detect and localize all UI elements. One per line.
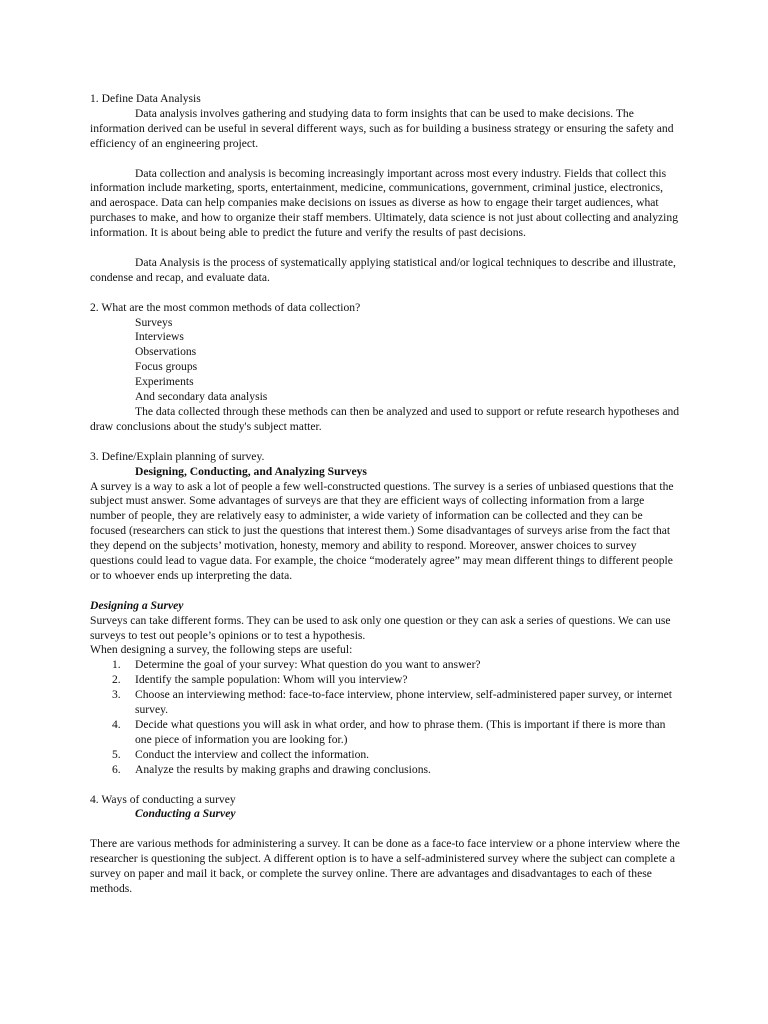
step-number: 5. [112, 747, 121, 761]
step-number: 1. [112, 658, 121, 672]
section-3-paragraph-2: Surveys can take different forms. They can be used to ask only one question or they can ask a series of questions. We can use surveys to test out people’s opinions or to test a hypothesis. [90, 613, 671, 642]
step-text: Determine the goal of your survey: What question do you want to answer? [135, 658, 481, 672]
designing-survey-title: Designing a Survey [90, 598, 184, 612]
step-text: Analyze the results by making graphs and drawing conclusions. [135, 762, 431, 776]
method-item: Focus groups [135, 360, 198, 374]
step-text: Conduct the interview and collect the information. [135, 747, 370, 761]
step-number: 4. [112, 717, 121, 731]
method-item: And secondary data analysis [135, 390, 268, 404]
section-2-heading: 2. What are the most common methods of data collection? [90, 300, 361, 314]
section-1-paragraph-3: Data Analysis is the process of systematically applying statistical and/or logical techniques to describe and illustrate, condense and recap, and evaluate data. [90, 255, 676, 284]
step-number: 3. [112, 688, 121, 702]
list-item [90, 673, 680, 688]
method-item: Interviews [135, 330, 184, 344]
list-item [90, 658, 680, 673]
section-1-paragraph-2: Data collection and analysis is becoming increasingly important across most every industry. Fields that collect this information include marketing, sports, entertainment, medicine, communications, government, criminal justice, electronics, and aerospace. Data can help companies make decisions on issues as diverse as how to engage their target audiences, what purchases to make, and how to organize their staff members. Ultimately, data science is not just about collecting and analyzing information. It is about being able to predict the future and verify the results of past decisions. [90, 166, 678, 240]
step-number: 2. [112, 673, 121, 687]
section-1-heading: 1. Define Data Analysis [90, 92, 201, 105]
section-3-paragraph-3: When designing a survey, the following steps are useful: [90, 643, 353, 657]
section-3-subheading: Designing, Conducting, and Analyzing Surveys [135, 464, 367, 478]
section-3-paragraph-1: A survey is a way to ask a lot of people a few well-constructed questions. The survey is a series of unbiased questions that the subject must answer. Some advantages of surveys are that they are efficient ways of collecting information from a large number of people, they are relatively easy to administer, a wide variety of information can be collected and they can be focused (researchers can stick to just the questions that interest them.) Some disadvantages of surveys arise from the fact that they depend on the subjects’ motivation, honesty, memory and ability to respond. Moreover, answer choices to survey questions could lead to vague data. For example, the choice “moderately agree” may mean different things to different people or to whoever ends up interpreting the data. [90, 479, 674, 582]
section-4-paragraph: There are various methods for administering a survey. It can be done as a face-to face interview or a phone interview where the researcher is questioning the subject. A different option is to have a self-administered survey where the subject can complete a survey on paper and mail it back, or complete the survey online. There are advantages and disadvantages to each of these methods. [90, 837, 680, 895]
document-body [90, 92, 680, 897]
method-item: Observations [135, 345, 197, 359]
step-text: Choose an interviewing method: face-to-face interview, phone interview, self-administered paper survey, or internet survey. [135, 688, 672, 717]
section-3-heading: 3. Define/Explain planning of survey. [90, 449, 265, 463]
method-item: Experiments [135, 375, 194, 389]
collection-methods-list [90, 316, 680, 405]
list-item [90, 688, 680, 718]
step-text: Identify the sample population: Whom will you interview? [135, 673, 408, 687]
list-item [90, 763, 680, 778]
step-number: 6. [112, 762, 121, 776]
method-item: Surveys [135, 315, 173, 329]
survey-steps-list [90, 658, 680, 777]
step-text: Decide what questions you will ask in what order, and how to phrase them. (This is important if there is more than one piece of information you are looking for.) [135, 717, 666, 746]
section-4-heading: 4. Ways of conducting a survey [90, 792, 236, 806]
list-item [90, 748, 680, 763]
section-4-subheading: Conducting a Survey [135, 807, 236, 821]
section-2-paragraph: The data collected through these methods can then be analyzed and used to support or refute research hypotheses and draw conclusions about the study's subject matter. [90, 404, 680, 433]
section-1-paragraph-1: Data analysis involves gathering and studying data to form insights that can be used to make decisions. The information derived can be useful in several different ways, such as for building a business strategy or ensuring the safety and efficiency of an engineering project. [90, 106, 674, 150]
list-item [90, 718, 680, 748]
